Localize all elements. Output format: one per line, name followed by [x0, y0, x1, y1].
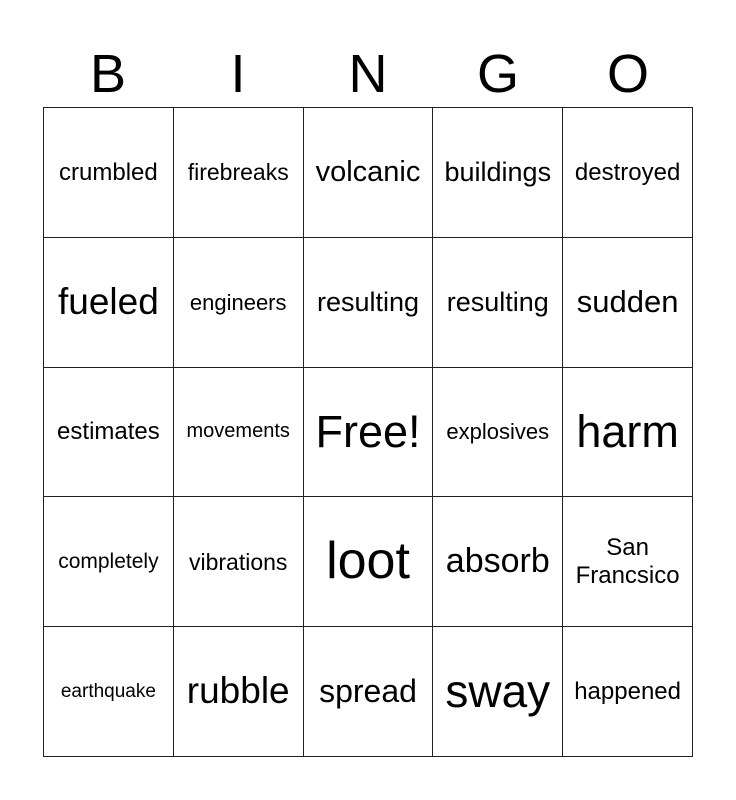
- bingo-cell: absorb: [433, 497, 563, 627]
- bingo-cell: resulting: [433, 238, 563, 368]
- header-letter-g: G: [476, 44, 519, 104]
- bingo-cell: sudden: [563, 238, 693, 368]
- bingo-cell: earthquake: [44, 627, 174, 757]
- bingo-cell: buildings: [433, 108, 563, 238]
- bingo-cell free-space: Free!: [304, 368, 434, 498]
- bingo-cell: fueled: [44, 238, 174, 368]
- bingo-cell: resulting: [304, 238, 434, 368]
- bingo-cell: firebreaks: [174, 108, 304, 238]
- bingo-cell: vibrations: [174, 497, 304, 627]
- bingo-board: [43, 107, 693, 757]
- header-letter-o: O: [606, 44, 649, 104]
- bingo-cell: San Francsico: [563, 497, 693, 627]
- bingo-header: [43, 40, 693, 108]
- bingo-cell: movements: [174, 368, 304, 498]
- bingo-cell: explosives: [433, 368, 563, 498]
- bingo-cell: completely: [44, 497, 174, 627]
- bingo-cell: volcanic: [304, 108, 434, 238]
- bingo-cell: sway: [433, 627, 563, 757]
- bingo-cell: harm: [563, 368, 693, 498]
- bingo-cell: spread: [304, 627, 434, 757]
- bingo-cell: crumbled: [44, 108, 174, 238]
- bingo-cell: destroyed: [563, 108, 693, 238]
- bingo-cell: rubble: [174, 627, 304, 757]
- bingo-cell: estimates: [44, 368, 174, 498]
- bingo-cell: loot: [304, 497, 434, 627]
- header-letter-n: N: [348, 44, 388, 104]
- bingo-cell: happened: [563, 627, 693, 757]
- header-letter-i: I: [230, 44, 246, 104]
- bingo-cell: engineers: [174, 238, 304, 368]
- header-letter-b: B: [89, 44, 127, 104]
